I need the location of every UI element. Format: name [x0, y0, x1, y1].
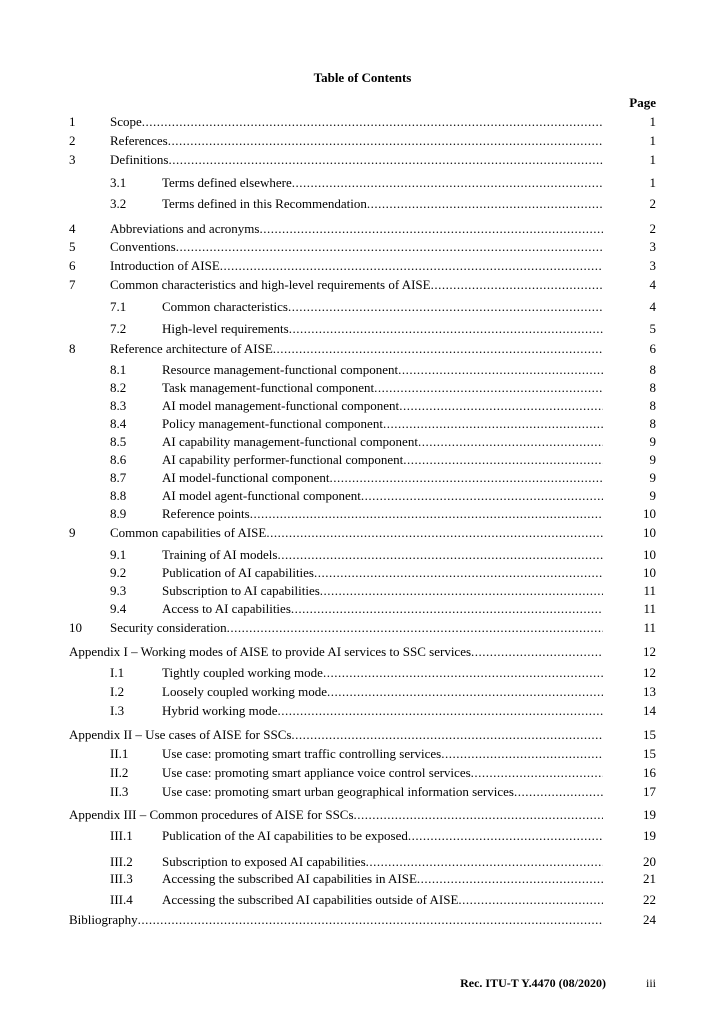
toc-entry-number: 9.4	[110, 601, 127, 616]
toc-entry[interactable]	[0, 911, 656, 929]
toc-entry-page: 10	[643, 506, 656, 521]
toc-entry[interactable]	[0, 379, 656, 397]
dot-leader	[366, 853, 603, 871]
toc-entry-page: 15	[643, 746, 656, 761]
toc-entry-title: Introduction of AISE	[110, 258, 220, 273]
toc-entry-page: 6	[649, 341, 656, 356]
dot-leader	[374, 379, 603, 397]
toc-entry[interactable]	[0, 220, 656, 238]
toc-entry-page: 11	[643, 583, 656, 598]
toc-entry-title: Use case: promoting smart appliance voice control services	[162, 765, 471, 780]
dot-leader	[288, 298, 603, 316]
toc-entry-number: 8.9	[110, 506, 127, 521]
toc-entry-page: 5	[649, 321, 656, 336]
toc-entry-title: High-level requirements	[162, 321, 289, 336]
toc-entry-page: 1	[649, 175, 656, 190]
toc-entry[interactable]	[0, 132, 656, 150]
toc-entry-title: Abbreviations and acronyms	[110, 221, 260, 236]
toc-entry-number: 3	[69, 152, 76, 167]
toc-entry-page: 9	[649, 434, 656, 449]
toc-entry-page: 2	[649, 196, 656, 211]
toc-entry-page: 16	[643, 765, 656, 780]
toc-entry-title: Scope	[110, 114, 142, 129]
toc-entry-page: 19	[643, 828, 656, 843]
toc-entry-number: I.3	[110, 703, 125, 718]
toc-entry[interactable]	[0, 683, 656, 701]
toc-entry[interactable]	[0, 113, 656, 131]
toc-entry-title: Subscription to AI capabilities	[162, 583, 320, 598]
dot-leader	[266, 524, 603, 542]
toc-entry[interactable]	[0, 664, 656, 682]
toc-entry-title: Resource management-functional component	[162, 362, 399, 377]
toc-entry-title: Access to AI capabilities	[162, 601, 291, 616]
toc-entry-number: 10	[69, 620, 82, 635]
toc-entry-page: 9	[649, 470, 656, 485]
toc-entry-title: AI model-functional component	[162, 470, 330, 485]
toc-entry-page: 1	[649, 152, 656, 167]
toc-entry-number: 8.6	[110, 452, 127, 467]
toc-entry-page: 10	[643, 565, 656, 580]
footer-page-number: iii	[645, 976, 656, 990]
toc-entry-number: 8.8	[110, 488, 127, 503]
toc-entry[interactable]	[0, 524, 656, 542]
toc-entry-title: Publication of AI capabilities	[162, 565, 314, 580]
toc-entry-number: II.2	[110, 765, 129, 780]
dot-leader	[292, 174, 603, 192]
dot-leader	[383, 415, 603, 433]
toc-entry-title: References	[110, 133, 168, 148]
toc-entry-title: Publication of the AI capabilities to be exposed	[162, 828, 408, 843]
toc-entry-number: 8.2	[110, 380, 127, 395]
toc-entry-title: Loosely coupled working mode	[162, 684, 327, 699]
toc-entry-number: III.3	[110, 871, 133, 886]
toc-entry[interactable]	[0, 726, 656, 744]
dot-leader	[398, 361, 603, 379]
toc-entry-title: Subscription to exposed AI capabilities	[162, 854, 366, 869]
toc-entry-title: AI capability performer-functional component	[162, 452, 404, 467]
dot-leader	[323, 664, 603, 682]
toc-entry[interactable]	[0, 643, 656, 661]
toc-entry-title: Accessing the subscribed AI capabilities outside of AISE	[162, 892, 459, 907]
toc-entry[interactable]	[0, 433, 656, 451]
dot-leader	[354, 806, 603, 824]
toc-entry-title: Common characteristics	[162, 299, 288, 314]
toc-entry-page: 3	[649, 258, 656, 273]
toc-entry-title: Task management-functional component	[162, 380, 375, 395]
toc-entry[interactable]	[0, 151, 656, 169]
dot-leader	[417, 870, 603, 888]
dot-leader	[458, 891, 603, 909]
dot-leader	[277, 546, 603, 564]
toc-entry[interactable]	[0, 853, 656, 871]
toc-title: Table of Contents	[313, 70, 412, 85]
toc-entry-number: 9	[69, 525, 76, 540]
toc-entry-title: Common characteristics and high-level requirements of AISE	[110, 277, 431, 292]
toc-entry[interactable]	[0, 361, 656, 379]
toc-entry[interactable]	[0, 276, 656, 294]
toc-entry[interactable]	[0, 451, 656, 469]
toc-entry-title: Reference architecture of AISE	[110, 341, 273, 356]
toc-entry-title: Definitions	[110, 152, 169, 167]
dot-leader	[431, 276, 603, 294]
toc-entry[interactable]	[0, 195, 656, 213]
toc-entry-page: 17	[643, 784, 656, 799]
dot-leader	[168, 132, 603, 150]
toc-entry-page: 4	[649, 299, 656, 314]
dot-leader	[291, 726, 603, 744]
toc-entry-page: 15	[643, 727, 656, 742]
toc-entry-title: Appendix III – Common procedures of AISE for SSCs	[69, 807, 354, 822]
toc-entry-number: 8.4	[110, 416, 127, 431]
toc-entry[interactable]	[0, 174, 656, 192]
toc-entry-page: 9	[649, 452, 656, 467]
toc-entry-number: 7.2	[110, 321, 127, 336]
toc-entry[interactable]	[0, 397, 656, 415]
toc-entry[interactable]	[0, 783, 656, 801]
dot-leader	[250, 505, 603, 523]
toc-entry-number: II.1	[110, 746, 129, 761]
toc-entry-page: 8	[649, 416, 656, 431]
dot-leader	[314, 564, 603, 582]
dot-leader	[142, 113, 603, 131]
toc-entry[interactable]	[0, 320, 656, 338]
toc-entry[interactable]	[0, 600, 656, 618]
toc-entry-title: Terms defined in this Recommendation	[162, 196, 367, 211]
toc-entry-number: III.1	[110, 828, 133, 843]
toc-entry[interactable]	[0, 764, 656, 782]
toc-entry[interactable]	[0, 582, 656, 600]
toc-entry-number: 8.5	[110, 434, 127, 449]
dot-leader	[403, 451, 603, 469]
toc-entry-title: Appendix I – Working modes of AISE to provide AI services to SSC services	[69, 644, 472, 659]
toc-entry-number: 7.1	[110, 299, 127, 314]
toc-entry-title: Training of AI models	[162, 547, 278, 562]
dot-leader	[169, 151, 604, 169]
toc-entry-page: 10	[643, 547, 656, 562]
dot-leader	[289, 320, 603, 338]
dot-leader	[471, 764, 603, 782]
toc-entry-page: 4	[649, 277, 656, 292]
dot-leader	[273, 340, 603, 358]
toc-entry-number: 8.3	[110, 398, 127, 413]
toc-entry-page: 20	[643, 854, 656, 869]
toc-entry-number: II.3	[110, 784, 129, 799]
toc-entry[interactable]	[0, 702, 656, 720]
toc-entry-page: 1	[649, 133, 656, 148]
toc-entry-number: 9.2	[110, 565, 127, 580]
toc-entry-page: 14	[643, 703, 656, 718]
toc-entry[interactable]	[0, 745, 656, 763]
dot-leader	[367, 195, 603, 213]
page-column-header: Page	[629, 95, 656, 110]
dot-leader	[471, 643, 603, 661]
toc-entry-number: III.4	[110, 892, 133, 907]
toc-entry[interactable]	[0, 298, 656, 316]
toc-entry-page: 3	[649, 239, 656, 254]
toc-entry-page: 22	[643, 892, 656, 907]
toc-entry-title: Bibliography	[69, 912, 138, 927]
toc-entry[interactable]	[0, 619, 656, 637]
dot-leader	[418, 433, 603, 451]
dot-leader	[408, 827, 603, 845]
toc-entry[interactable]	[0, 469, 656, 487]
toc-entry-number: I.1	[110, 665, 125, 680]
toc-entry-page: 12	[643, 665, 656, 680]
dot-leader	[278, 702, 603, 720]
toc-entry-page: 9	[649, 488, 656, 503]
toc-entry[interactable]	[0, 564, 656, 582]
toc-entry-number: 8.7	[110, 470, 127, 485]
toc-entry[interactable]	[0, 487, 656, 505]
dot-leader	[227, 619, 603, 637]
toc-entry-title: Terms defined elsewhere	[162, 175, 292, 190]
toc-entry[interactable]	[0, 415, 656, 433]
toc-entry-title: Conventions	[110, 239, 176, 254]
dot-leader	[320, 582, 603, 600]
toc-entry-number: 3.1	[110, 175, 127, 190]
toc-entry-page: 11	[643, 601, 656, 616]
toc-entry-title: Appendix II – Use cases of AISE for SSCs	[69, 727, 292, 742]
dot-leader	[138, 911, 603, 929]
toc-entry-number: 8.1	[110, 362, 127, 377]
toc-entry[interactable]	[0, 340, 656, 358]
toc-entry-number: 6	[69, 258, 76, 273]
toc-entry-number: 3.2	[110, 196, 127, 211]
dot-leader	[327, 683, 603, 701]
toc-entry[interactable]	[0, 891, 656, 909]
toc-entry[interactable]	[0, 827, 656, 845]
toc-entry-page: 11	[643, 620, 656, 635]
toc-entry-title: Hybrid working mode	[162, 703, 278, 718]
toc-entry-number: 8	[69, 341, 76, 356]
toc-entry[interactable]	[0, 546, 656, 564]
toc-entry-number: 1	[69, 114, 76, 129]
toc-entry-title: Policy management-functional component	[162, 416, 383, 431]
toc-entry-number: III.2	[110, 854, 133, 869]
dot-leader	[441, 745, 603, 763]
toc-entry-title: AI capability management-functional component	[162, 434, 418, 449]
toc-entry-page: 19	[643, 807, 656, 822]
toc-entry-title: Accessing the subscribed AI capabilities in AISE	[162, 871, 417, 886]
toc-entry-number: 4	[69, 221, 76, 236]
toc-entry-title: Reference points	[162, 506, 250, 521]
toc-entry-title: Use case: promoting smart traffic controlling services	[162, 746, 442, 761]
toc-entry-title: Common capabilities of AISE	[110, 525, 267, 540]
toc-entry-number: I.2	[110, 684, 125, 699]
dot-leader	[330, 469, 603, 487]
toc-entry-title: AI model management-functional component	[162, 398, 400, 413]
toc-entry-page: 24	[643, 912, 656, 927]
toc-entry-title: Tightly coupled working mode	[162, 665, 323, 680]
toc-entry-number: 9.1	[110, 547, 127, 562]
toc-entry-page: 1	[649, 114, 656, 129]
toc-entry-page: 21	[643, 871, 656, 886]
toc-entry-page: 10	[643, 525, 656, 540]
toc-entry-number: 9.3	[110, 583, 127, 598]
toc-entry[interactable]	[0, 257, 656, 275]
toc-entry-page: 8	[649, 398, 656, 413]
dot-leader	[259, 220, 603, 238]
toc-entry-page: 2	[649, 221, 656, 236]
toc-entry[interactable]	[0, 870, 656, 888]
toc-entry[interactable]	[0, 505, 656, 523]
toc-entry-number: 7	[69, 277, 76, 292]
toc-entry-title: Security consideration	[110, 620, 227, 635]
dot-leader	[514, 783, 603, 801]
dot-leader	[176, 238, 603, 256]
toc-entry[interactable]	[0, 238, 656, 256]
toc-entry-page: 12	[643, 644, 656, 659]
toc-entry-page: 8	[649, 380, 656, 395]
toc-entry-title: Use case: promoting smart urban geographical information services	[162, 784, 514, 799]
toc-entry-title: AI model agent-functional component	[162, 488, 361, 503]
dot-leader	[291, 600, 603, 618]
toc-entry[interactable]	[0, 806, 656, 824]
dot-leader	[399, 397, 603, 415]
toc-entry-number: 5	[69, 239, 76, 254]
footer-reference: Rec. ITU-T Y.4470 (08/2020)	[460, 976, 606, 990]
dot-leader	[220, 257, 603, 275]
toc-entry-page: 8	[649, 362, 656, 377]
dot-leader	[361, 487, 603, 505]
toc-entry-page: 13	[643, 684, 656, 699]
toc-entry-number: 2	[69, 133, 76, 148]
